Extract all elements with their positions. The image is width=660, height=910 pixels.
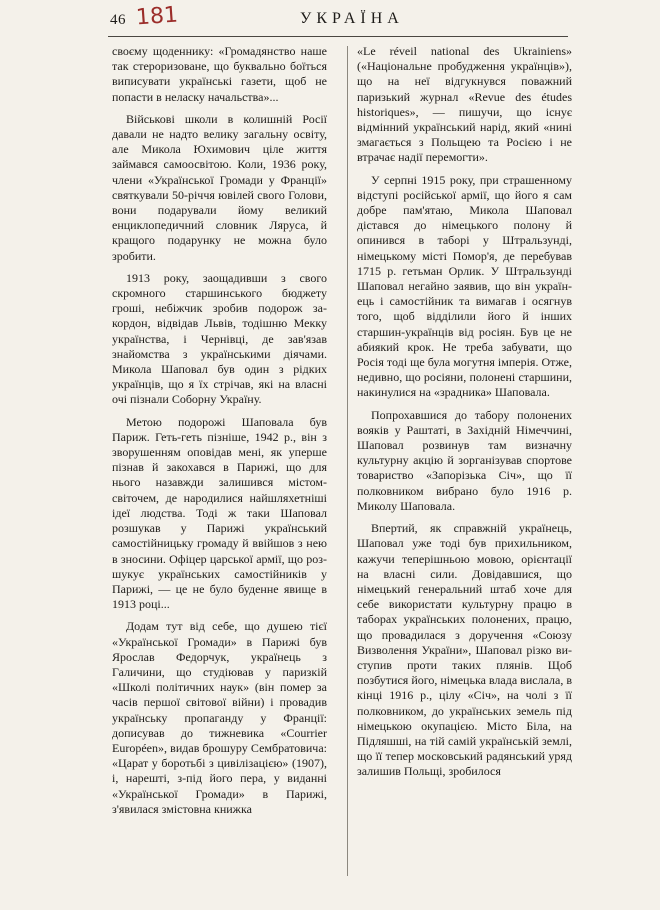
running-title: УКРАЇНА [300, 10, 404, 27]
left-column [112, 44, 327, 824]
paragraph: Метою подорожі Шаповала був Париж. Геть-геть пізніше, 1942 р., він з зворушенням оповідав мені, як уперше пізнав й закохався в Парижі, що для нього назавжди залишився містом-світочем, де народилися найшляхетніші ідеї людства. Тоді ж таки Шаповал розшукав у Парижі український самостійницьку громаду й ввійшов з нею в зносини. Офіцер царської армії, що розшукує українських самостійників у Парижі, — це не було буденне явище в 1913 році... [112, 414, 327, 612]
page-number: 46 [110, 12, 126, 28]
paragraph: Впертий, як справжній українець, Шаповал уже тоді був прихильником, кажучи теперішньою мовою, орієнтації на власні сили. Довідавшися, що німецький генеральний штаб хоче для себе використати культурну працю в таборах українських полонених, працю, що провадилася з доручення «Союзу Визволення України», Шаповал різко виступив проти таких плянів. Щоб позбутися його, німецька влада вислала, в кінці 1916 р., цілу «Січ», на чолі з її полковником, до українських земель під німецькою окупацією. Місто Біла, на Підляшші, на тій самій українській землі, що її тепер московський радянський уряд залишив Польщі, зробилося [357, 521, 572, 779]
paragraph: 1913 року, заощадивши з свого скромного старшинського бюджету гроші, небіжчик зробив подорож закордон, відвідав Львів, тодішню Мекку українства, і Чернівці, де зав'язав знайомства з українськими діячами. Микола Шаповал був один з рідких українців, що я їх стрічав, які на власні очі пізнали Соборну Україну. [112, 270, 327, 407]
page-header [0, 0, 660, 34]
handwritten-number: 181 [135, 2, 179, 31]
paragraph: Додам тут від себе, що душею тієї «Української Громади» в Парижі був Ярослав Федорчук, українець з Галичини, що студіював у паризкій «Школі політичних наук» (він помер за часів першої світової війни) і провадив українську пропаганду у Франції: дописував до тижневика «Courrier Européen», видав брошуру Сембратовича: «Царат у боротьбі з цивілізацією» (1907), і, нарешті, з-під його пера, у виданні «Української Громади» в Парижі, з'явилася змістовна книжка [112, 619, 327, 816]
paragraph: своєму щоденнику: «Громадянство наше так стероризоване, що буквально боїться виписувати українські газети, щоб не попасти в неласку начальства»... [112, 44, 327, 104]
column-divider [347, 46, 348, 876]
paragraph: Військові школи в колишній Росії давали не надто велику загальну освіту, але Микола Юхимович ціле життя займався самоосвітою. Коли, 1936 року, члени «Української Громади у Франції» святкували 50-річчя ювілей свого Голови, вони подарували йому великий енциклопедичний словник Ляруса, й кращого подарунку не можна було зробити. [112, 111, 327, 263]
paragraph: У серпні 1915 року, при страшенному відступі російської армії, що його я сам добре пам'ятаю, Микола Шаповал дістався до німецького полону й опинився в таборі у Штральзунді, німецькому місті Помор'я, де перебував 1715 р. гетьман Орлик. У Штральзунді Шаповал негайно заявив, що він українець і самостійник та вимагав і осягнув того, щоб відділили його й інших старшин-українців від росіян. Був це не абиякий крок. Не треба забувати, що Росія тоді ще була могутня імперія. Отже, недивно, що росіяни, полонені старшини, накинулися на «зрадника» Шаповала. [357, 172, 572, 400]
header-rule [108, 36, 568, 37]
paragraph: Попрохавшися до табору полонених вояків у Раштаті, в Західній Німеччині, Шаповал розвинув там визначну культурну акцію й зорганізував спортове товариство «Запорізька Січ», що її полковником вибрано було 1916 р. Миколу Шаповала. [357, 407, 572, 513]
right-column [357, 44, 572, 787]
paragraph: «Le réveil national des Ukrainiens» («Національне пробудження українців»), що на неї відгукнувся поважний паризький журнал «Revue des études historiques», — пишучи, що існує відмінний український нарід, який «нині змагається з Польщею та Росією і не втрачає надії перемогти». [357, 44, 572, 165]
